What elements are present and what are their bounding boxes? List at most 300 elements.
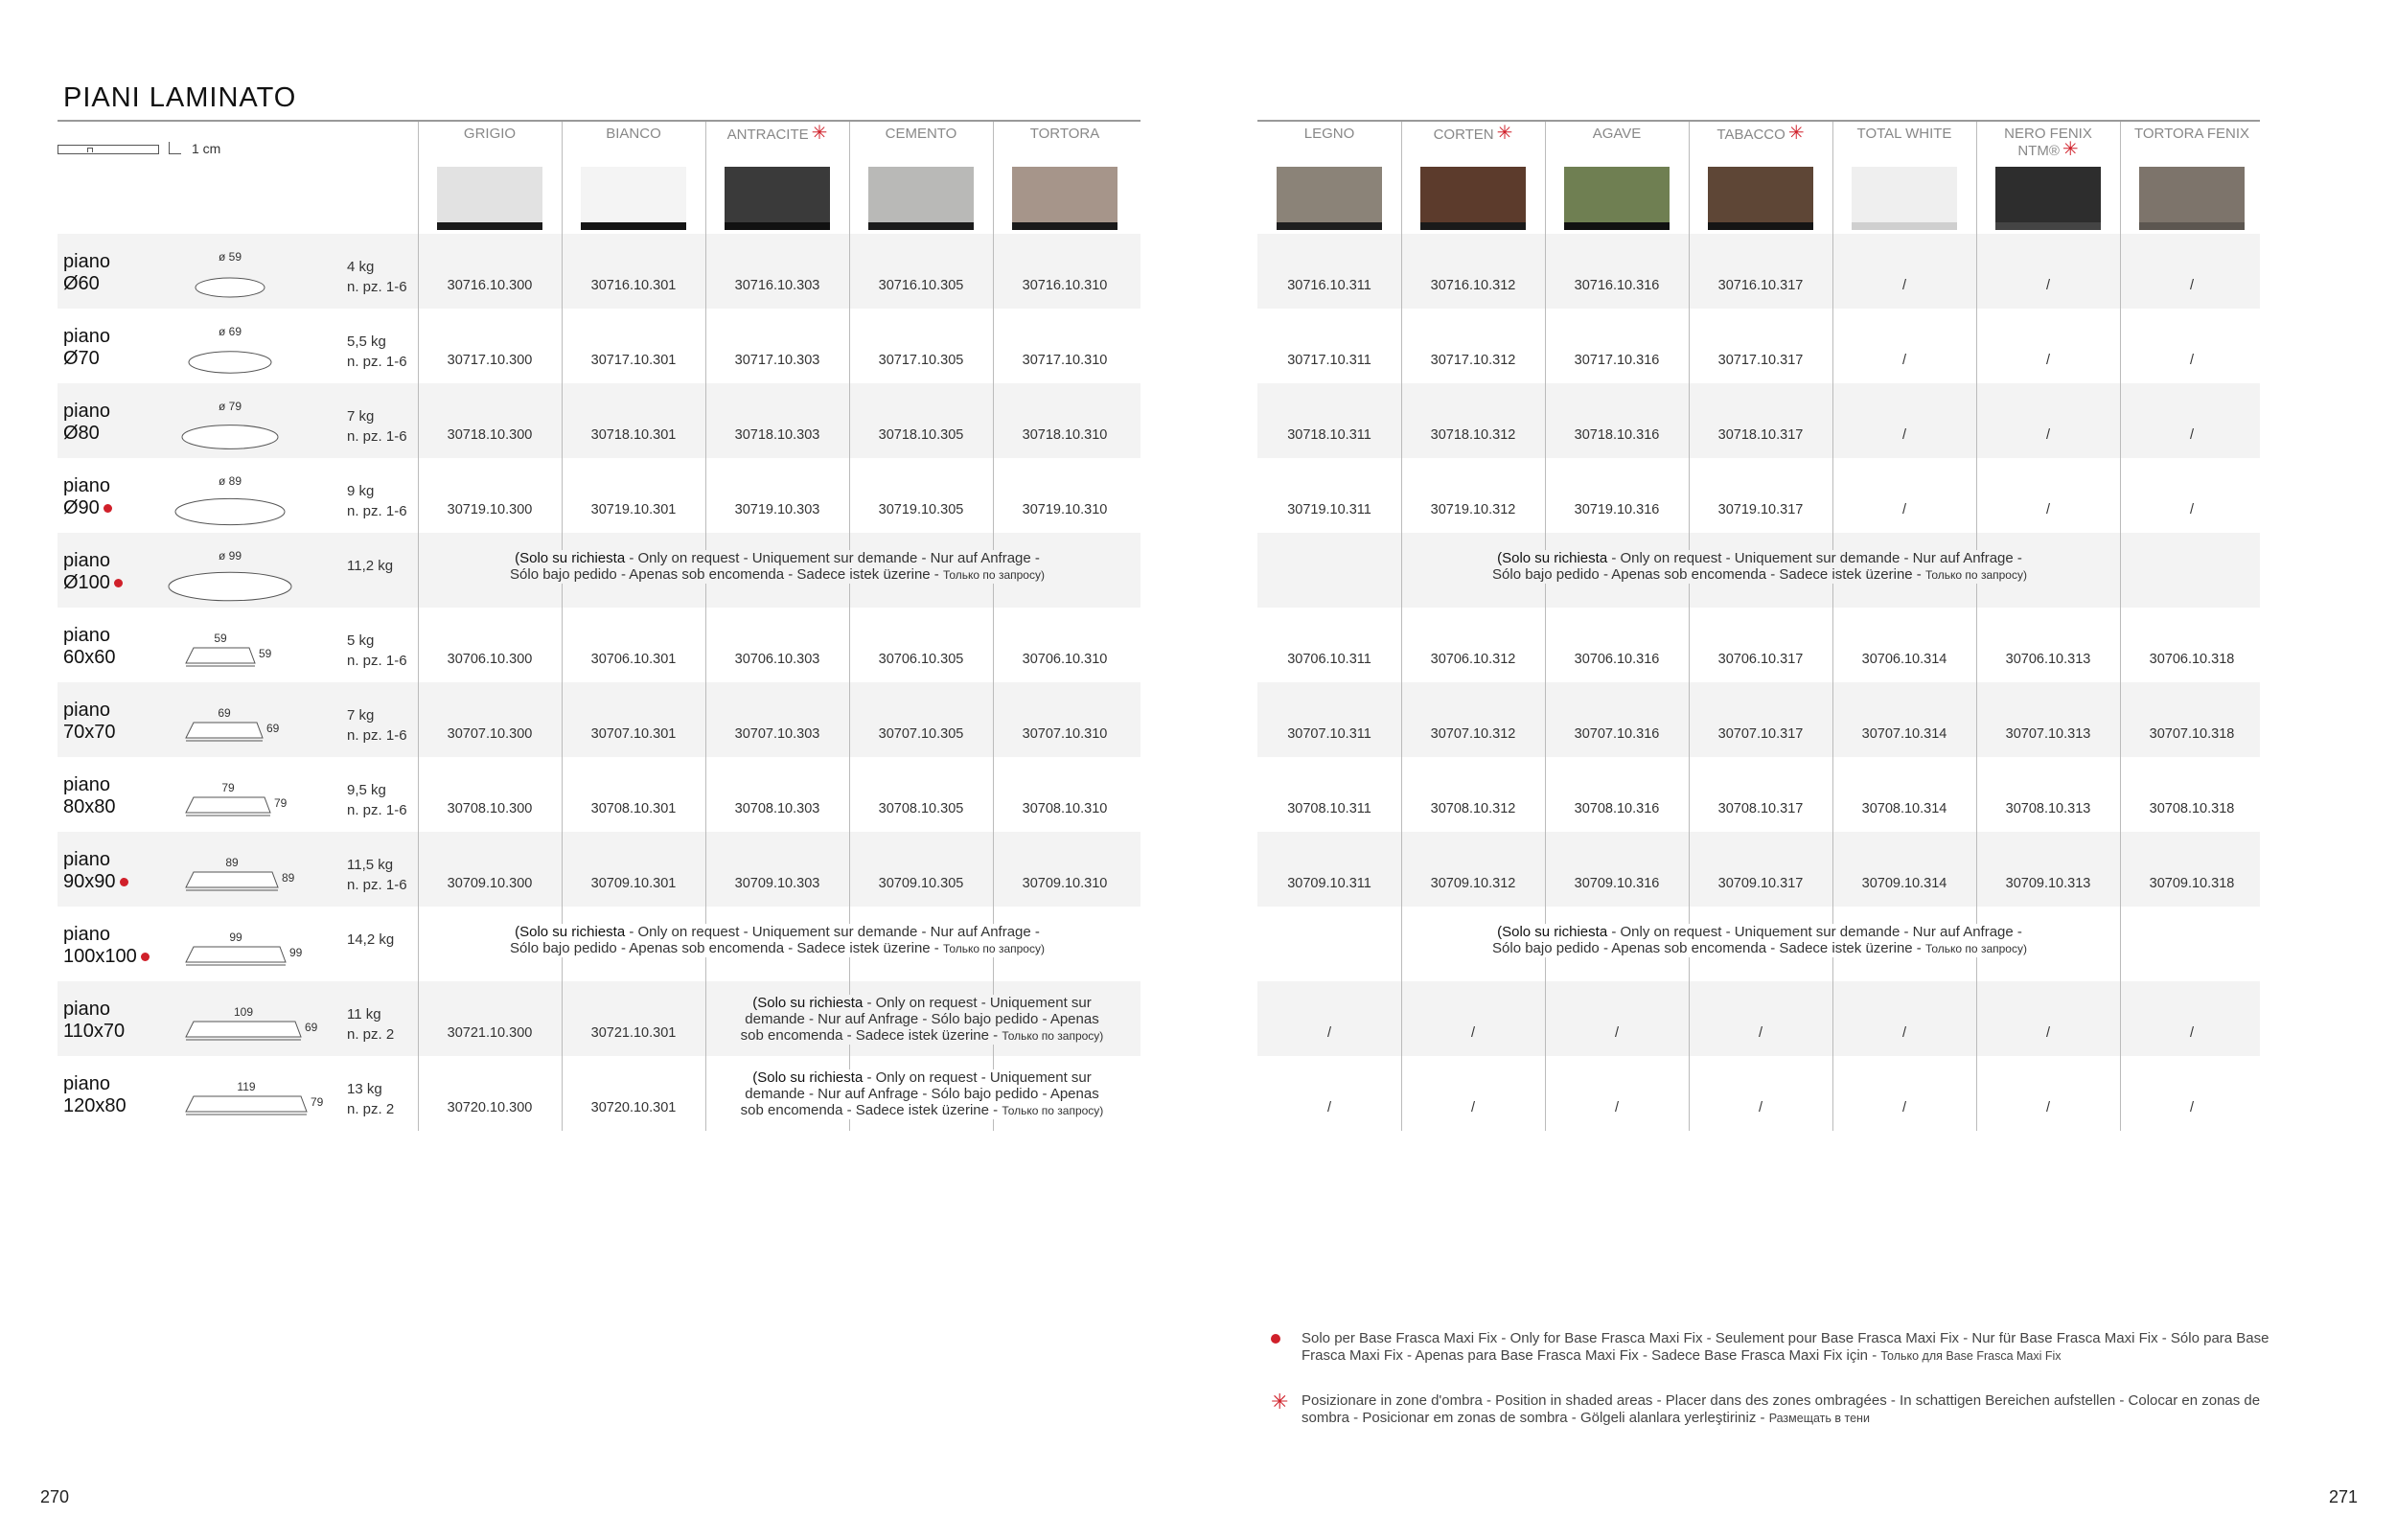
note-star-ru: Размещать в тени (1768, 1412, 1870, 1425)
finish-swatch (1277, 167, 1382, 230)
article-code: / (2045, 1025, 2051, 1041)
width-label: 99 (229, 931, 242, 944)
asterisk-icon: ✳ (1271, 1390, 1289, 1414)
article-code: 30708.10.317 (1717, 801, 1804, 816)
square-top-outline (186, 797, 270, 813)
on-request-label: (Solo su richiesta (752, 1069, 864, 1086)
depth-label: 69 (305, 1021, 318, 1034)
row-name-line2: Ø90 (63, 497, 100, 518)
swatch-edge (581, 222, 686, 230)
row-name-line1: piano (63, 251, 110, 272)
pieces-value: n. pz. 1-6 (347, 503, 407, 519)
article-code: 30707.10.318 (2149, 726, 2235, 742)
column-label: TOTAL WHITE (1856, 126, 1952, 142)
width-label: 109 (233, 1005, 254, 1019)
row-name-line1: piano (63, 475, 110, 496)
table-top-diagram (163, 466, 316, 533)
article-code: 30706.10.317 (1717, 652, 1804, 667)
article-code: 30717.10.305 (878, 353, 964, 368)
article-code: 30717.10.310 (1022, 353, 1108, 368)
pieces-value: n. pz. 1-6 (347, 802, 407, 818)
finish-swatch (1420, 167, 1526, 230)
on-request-line3: sob encomenda - Sadece istek üzerine - (740, 1102, 1002, 1118)
diameter-label: ø 79 (218, 400, 242, 413)
article-code: / (2189, 353, 2195, 368)
row-shade-right (1257, 832, 2260, 907)
article-code: 30707.10.305 (878, 726, 964, 742)
table-top-diagram (163, 914, 316, 981)
weight-value: 11,2 kg (347, 558, 394, 574)
on-request-ru: Только по запросу) (942, 942, 1045, 955)
article-code: 30718.10.301 (590, 427, 677, 443)
row-name (63, 924, 150, 968)
round-top-outline (182, 425, 278, 449)
article-code: 30707.10.310 (1022, 726, 1108, 742)
table-top-diagram (163, 241, 316, 309)
article-code: 30720.10.301 (590, 1100, 677, 1115)
row-name-line2: 120x80 (63, 1095, 127, 1116)
article-code: / (2045, 278, 2051, 293)
row-name (63, 550, 123, 594)
table-top-diagram (163, 839, 316, 907)
width-label: 119 (237, 1080, 256, 1093)
article-code: 30709.10.301 (590, 876, 677, 891)
note-star (1271, 1390, 2356, 1427)
row-name (63, 475, 112, 519)
article-code: 30708.10.316 (1574, 801, 1660, 816)
article-code: 30706.10.312 (1430, 652, 1516, 667)
weight-value: 7 kg (347, 408, 375, 425)
article-code: 30707.10.303 (734, 726, 820, 742)
row-name-line2: Ø80 (63, 423, 100, 444)
row-weight (347, 930, 394, 950)
article-code: / (2189, 427, 2195, 443)
finish-swatch (1012, 167, 1117, 230)
column-header (1832, 126, 1976, 142)
article-code: 30706.10.301 (590, 652, 677, 667)
pieces-value: n. pz. 1-6 (347, 354, 407, 370)
article-code: / (1901, 1100, 1907, 1115)
note-dot-line2-text: Frasca Maxi Fix - Apenas para Base Frasca Maxi Fix - Sadece Base Frasca Maxi Fix için - (1302, 1347, 1881, 1364)
pieces-value: n. pz. 1-6 (347, 727, 407, 744)
on-request-line1: - Only on request - Uniquement sur demande - Nur auf Anfrage - (1607, 924, 2022, 940)
article-code: 30709.10.305 (878, 876, 964, 891)
table-top-shape (163, 615, 316, 682)
column-header (705, 123, 849, 144)
on-request-line2: demande - Nur auf Anfrage - Sólo bajo pedido - Apenas (745, 1011, 1099, 1027)
article-code: 30706.10.300 (447, 652, 533, 667)
note-dot-ru: Только для Base Frasca Maxi Fix (1880, 1349, 2062, 1363)
swatch-edge (868, 222, 974, 230)
column-label: AGAVE (1592, 126, 1642, 142)
article-code: 30719.10.316 (1574, 502, 1660, 517)
article-code: 30708.10.305 (878, 801, 964, 816)
article-code: / (1758, 1100, 1763, 1115)
round-top-outline (175, 498, 285, 524)
column-label: TABACCO (1716, 126, 1785, 143)
article-code: 30717.10.312 (1430, 353, 1516, 368)
edge-profile-icon (58, 145, 159, 154)
article-code: 30706.10.305 (878, 652, 964, 667)
article-code: 30707.10.316 (1574, 726, 1660, 742)
row-weight (347, 855, 407, 895)
weight-value: 13 kg (347, 1081, 382, 1097)
row-name-line2: Ø60 (63, 273, 100, 294)
weight-value: 9,5 kg (347, 782, 386, 798)
row-name (63, 625, 116, 669)
row-name-line2: 110x70 (63, 1021, 126, 1042)
row-name-line1: piano (63, 550, 110, 571)
row-name-line1: piano (63, 401, 110, 422)
article-code: / (1470, 1100, 1476, 1115)
article-code: 30721.10.301 (590, 1025, 677, 1041)
note-dot-line1: Solo per Base Frasca Maxi Fix - Only for Base Frasca Maxi Fix - Seulement pour Base Frasca Maxi Fix - Nur für Base Frasca Maxi Fix - Sólo para Base (1302, 1330, 2269, 1346)
article-code: 30716.10.305 (878, 278, 964, 293)
article-code: 30719.10.305 (878, 502, 964, 517)
round-top-outline (189, 352, 271, 373)
article-code: 30707.10.312 (1430, 726, 1516, 742)
on-request-label: (Solo su richiesta (515, 924, 626, 940)
row-name (63, 1073, 127, 1117)
table-top-shape (163, 914, 316, 981)
on-request-ru: Только по запросу) (942, 568, 1045, 582)
column-label: GRIGIO (463, 126, 517, 142)
table-top-diagram (163, 540, 316, 608)
row-name-line2: Ø100 (63, 572, 110, 593)
row-name (63, 401, 110, 445)
column-label: TORTORA FENIX (2133, 126, 2250, 142)
note-star-line2 (1302, 1410, 2356, 1427)
row-shade-right (1257, 234, 2260, 309)
swatch-edge (2139, 222, 2245, 230)
article-code: / (1326, 1100, 1332, 1115)
column-divider (1689, 122, 1690, 1131)
row-name-line1: piano (63, 1073, 110, 1094)
row-weight (347, 1079, 394, 1119)
column-divider (849, 122, 850, 1131)
article-code: / (2189, 1025, 2195, 1041)
table-top-diagram (163, 316, 316, 383)
swatch-edge (1564, 222, 1670, 230)
width-label: 69 (218, 706, 231, 720)
asterisk-icon: ✳ (1787, 123, 1805, 144)
row-name-line1: piano (63, 924, 110, 945)
page-number-right: 271 (2329, 1487, 2359, 1506)
row-name-line1: piano (63, 326, 110, 347)
note-star-line1: Posizionare in zone d'ombra - Position in shaded areas - Placer dans des zones ombragées - In schattigen Bereichen aufstellen - Colocar en zonas de (1302, 1392, 2261, 1409)
article-code: 30708.10.303 (734, 801, 820, 816)
column-header (849, 126, 993, 142)
article-code: 30708.10.301 (590, 801, 677, 816)
table-top-shape (163, 241, 316, 309)
table-top-shape (163, 391, 316, 458)
on-request-note (1405, 550, 2114, 584)
pieces-value: n. pz. 2 (347, 1101, 395, 1117)
on-request-line1: - Only on request - Uniquement sur (863, 995, 1092, 1011)
article-code: 30709.10.310 (1022, 876, 1108, 891)
table-top-diagram (163, 1064, 324, 1131)
depth-label: 79 (274, 796, 288, 810)
article-code: / (1901, 1025, 1907, 1041)
article-code: 30716.10.312 (1430, 278, 1516, 293)
on-request-ru: Только по запросу) (1924, 942, 2027, 955)
swatch-edge (437, 222, 542, 230)
title-rule-right (1257, 120, 2260, 122)
article-code: 30708.10.312 (1430, 801, 1516, 816)
pieces-value: n. pz. 1-6 (347, 653, 407, 669)
article-code: 30707.10.301 (590, 726, 677, 742)
column-label: LEGNO (1303, 126, 1355, 142)
finish-swatch (2139, 167, 2245, 230)
article-code: / (2189, 1100, 2195, 1115)
article-code: 30719.10.311 (1287, 502, 1371, 517)
column-header (1689, 123, 1832, 144)
column-header (993, 126, 1137, 142)
article-code: / (1901, 427, 1907, 443)
article-code: 30718.10.316 (1574, 427, 1660, 443)
article-code: 30709.10.311 (1287, 876, 1371, 891)
row-name (63, 774, 116, 818)
column-header (1257, 126, 1401, 142)
row-name-line1: piano (63, 700, 110, 721)
on-request-line2: Sólo bajo pedido - Apenas sob encomenda - Sadece istek üzerine - (1492, 940, 1925, 956)
note-dot-line2 (1302, 1347, 2356, 1365)
swatch-edge (1420, 222, 1526, 230)
row-shade-right (1257, 981, 2260, 1056)
pieces-value: n. pz. 1-6 (347, 279, 407, 295)
column-divider (418, 122, 419, 1131)
weight-value: 14,2 kg (347, 931, 395, 948)
row-name-line2: 80x80 (63, 796, 116, 817)
depth-label: 59 (259, 647, 272, 660)
table-top-shape (163, 690, 316, 757)
on-request-line3: sob encomenda - Sadece istek üzerine - (740, 1027, 1002, 1044)
article-code: 30706.10.303 (734, 652, 820, 667)
row-name-line2: 100x100 (63, 946, 137, 967)
on-request-ru: Только по запросу) (1924, 568, 2027, 582)
swatch-edge (1995, 222, 2101, 230)
on-request-note (711, 995, 1133, 1045)
finish-swatch (1564, 167, 1670, 230)
article-code: 30709.10.318 (2149, 876, 2235, 891)
column-divider (1832, 122, 1833, 1131)
on-request-line1: - Only on request - Uniquement sur demande - Nur auf Anfrage - (625, 550, 1040, 566)
diameter-label: ø 89 (218, 474, 242, 488)
column-label: CEMENTO (885, 126, 957, 142)
column-divider (1545, 122, 1546, 1131)
on-request-label: (Solo su richiesta (515, 550, 626, 566)
article-code: 30706.10.313 (2005, 652, 2091, 667)
table-top-shape (163, 989, 316, 1056)
article-code: / (2045, 1100, 2051, 1115)
round-top-outline (196, 278, 265, 297)
article-code: 30718.10.312 (1430, 427, 1516, 443)
article-code: 30716.10.311 (1287, 278, 1371, 293)
article-code: 30707.10.300 (447, 726, 533, 742)
row-name (63, 999, 125, 1043)
article-code: / (2189, 502, 2195, 517)
red-dot-icon (1271, 1330, 1280, 1344)
article-code: 30707.10.313 (2005, 726, 2091, 742)
row-weight (347, 257, 407, 297)
row-name-line1: piano (63, 999, 110, 1020)
on-request-line1: - Only on request - Uniquement sur (863, 1069, 1092, 1086)
column-header (418, 126, 562, 142)
column-label: TORTORA (1029, 126, 1100, 142)
on-request-note (711, 1069, 1133, 1119)
column-divider (1401, 122, 1402, 1131)
row-name (63, 849, 128, 893)
depth-label: 99 (289, 946, 303, 959)
article-code: 30717.10.311 (1287, 353, 1371, 368)
article-code: 30719.10.310 (1022, 502, 1108, 517)
column-header (1545, 126, 1689, 142)
article-code: 30720.10.300 (447, 1100, 533, 1115)
article-code: / (1901, 278, 1907, 293)
column-header (562, 126, 705, 142)
article-code: 30719.10.300 (447, 502, 533, 517)
article-code: 30717.10.303 (734, 353, 820, 368)
table-top-diagram (163, 391, 316, 458)
article-code: 30716.10.317 (1717, 278, 1804, 293)
row-weight (347, 406, 407, 447)
weight-value: 11 kg (347, 1006, 381, 1023)
article-code: 30708.10.318 (2149, 801, 2235, 816)
article-code: 30708.10.310 (1022, 801, 1108, 816)
scale-legend-label: 1 cm (192, 141, 221, 156)
row-name-line1: piano (63, 625, 110, 646)
column-header (1401, 123, 1545, 144)
article-code: 30717.10.301 (590, 353, 677, 368)
article-code: 30708.10.300 (447, 801, 533, 816)
title-rule-left (58, 120, 1140, 122)
article-code: 30718.10.317 (1717, 427, 1804, 443)
article-code: / (1758, 1025, 1763, 1041)
table-top-shape (163, 1064, 324, 1131)
table-top-shape (163, 316, 316, 383)
row-weight (347, 780, 407, 820)
row-weight (347, 556, 393, 576)
weight-value: 4 kg (347, 259, 375, 275)
row-name-line1: piano (63, 774, 110, 795)
article-code: 30708.10.313 (2005, 801, 2091, 816)
finish-swatch (437, 167, 542, 230)
row-weight (347, 1004, 394, 1045)
article-code: 30707.10.317 (1717, 726, 1804, 742)
depth-label: 79 (311, 1095, 324, 1109)
row-name (63, 251, 110, 295)
finish-swatch (868, 167, 974, 230)
diameter-label: ø 59 (218, 250, 242, 264)
pieces-value: n. pz. 1-6 (347, 877, 407, 893)
note-star-line2-text: sombra - Posicionar em zonas de sombra - Gölgeli alanlara yerleştiriniz - (1302, 1410, 1769, 1426)
table-top-shape (163, 540, 316, 608)
row-shade-right (1257, 383, 2260, 458)
article-code: 30707.10.314 (1861, 726, 1947, 742)
on-request-line2: Sólo bajo pedido - Apenas sob encomenda - Sadece istek üzerine - (1492, 566, 1925, 583)
row-weight (347, 705, 407, 746)
article-code: 30706.10.318 (2149, 652, 2235, 667)
on-request-label: (Solo su richiesta (1497, 550, 1608, 566)
square-top-outline (186, 1022, 301, 1037)
table-top-shape (163, 765, 316, 832)
article-code: / (2045, 502, 2051, 517)
swatch-edge (1277, 222, 1382, 230)
on-request-line2: Sólo bajo pedido - Apenas sob encomenda - Sadece istek üzerine - (510, 566, 943, 583)
article-code: / (1470, 1025, 1476, 1041)
asterisk-icon: ✳ (1496, 123, 1513, 144)
weight-value: 11,5 kg (347, 857, 394, 873)
article-code: / (1901, 353, 1907, 368)
article-code: / (1614, 1100, 1620, 1115)
swatch-edge (725, 222, 830, 230)
table-top-shape (163, 466, 316, 533)
on-request-line1: - Only on request - Uniquement sur demande - Nur auf Anfrage - (625, 924, 1040, 940)
article-code: 30709.10.314 (1861, 876, 1947, 891)
article-code: 30719.10.312 (1430, 502, 1516, 517)
column-label: ANTRACITE (726, 126, 809, 143)
width-label: 89 (225, 856, 239, 869)
table-top-diagram (163, 690, 316, 757)
on-request-note (1405, 924, 2114, 957)
article-code: 30706.10.314 (1861, 652, 1947, 667)
square-top-outline (186, 947, 286, 962)
table-top-diagram (163, 989, 316, 1056)
diameter-label: ø 69 (218, 325, 242, 338)
column-divider (1976, 122, 1977, 1131)
article-code: 30716.10.310 (1022, 278, 1108, 293)
on-request-line2: Sólo bajo pedido - Apenas sob encomenda - Sadece istek üzerine - (510, 940, 943, 956)
finish-swatch (581, 167, 686, 230)
square-top-outline (186, 1096, 307, 1112)
column-label: NERO FENIX NTM® (2004, 126, 2092, 159)
weight-value: 5,5 kg (347, 333, 386, 350)
width-label: 59 (214, 632, 227, 645)
red-dot-icon (104, 504, 112, 513)
asterisk-icon: ✳ (2062, 139, 2079, 160)
swatch-edge (1708, 222, 1813, 230)
swatch-edge (1012, 222, 1117, 230)
swatch-edge (1852, 222, 1957, 230)
on-request-line1: - Only on request - Uniquement sur demande - Nur auf Anfrage - (1607, 550, 2022, 566)
article-code: 30721.10.300 (447, 1025, 533, 1041)
red-dot-icon (114, 579, 123, 587)
column-divider (2120, 122, 2121, 1131)
article-code: 30716.10.301 (590, 278, 677, 293)
on-request-label: (Solo su richiesta (1497, 924, 1608, 940)
red-dot-icon (120, 878, 128, 886)
finish-swatch (1995, 167, 2101, 230)
width-label: 79 (221, 781, 235, 794)
row-name (63, 700, 116, 744)
round-top-outline (169, 572, 291, 601)
square-top-outline (186, 648, 255, 663)
article-code: 30717.10.300 (447, 353, 533, 368)
article-code: 30708.10.311 (1287, 801, 1371, 816)
page-title: PIANI LAMINATO (63, 82, 297, 113)
column-label: BIANCO (606, 126, 661, 142)
on-request-line2: demande - Nur auf Anfrage - Sólo bajo pedido - Apenas (745, 1086, 1099, 1102)
article-code: 30718.10.310 (1022, 427, 1108, 443)
article-code: 30706.10.316 (1574, 652, 1660, 667)
article-code: 30718.10.300 (447, 427, 533, 443)
article-code: 30719.10.317 (1717, 502, 1804, 517)
article-code: 30709.10.300 (447, 876, 533, 891)
article-code: 30716.10.316 (1574, 278, 1660, 293)
article-code: 30718.10.311 (1287, 427, 1371, 443)
article-code: 30709.10.313 (2005, 876, 2091, 891)
depth-label: 89 (282, 871, 295, 885)
